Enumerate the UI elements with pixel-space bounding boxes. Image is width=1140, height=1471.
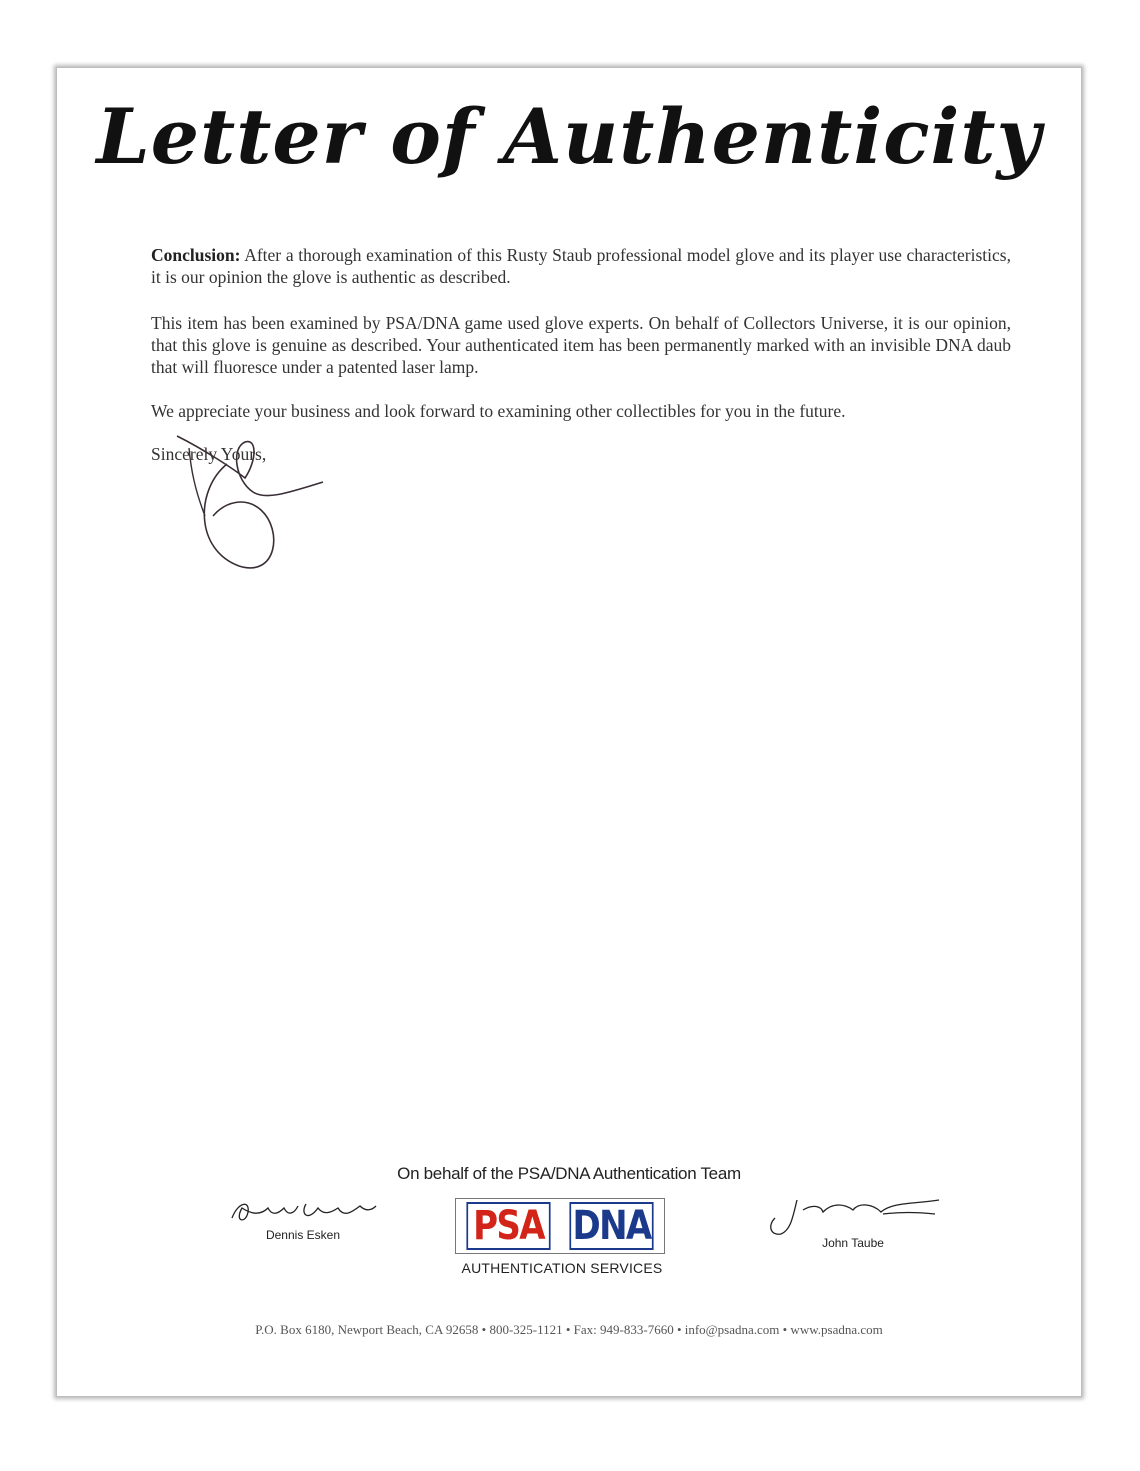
footer-contact: P.O. Box 6180, Newport Beach, CA 92658 • 800-325-1121 • Fax: 949-833-7660 • info@psadna.com • www.psadna.com [255, 1322, 883, 1337]
team-line: On behalf of the PSA/DNA Authentication Team [397, 1164, 741, 1183]
closing-line: Sincerely Yours, [151, 444, 267, 464]
logo-subtitle: AUTHENTICATION SERVICES [461, 1260, 663, 1276]
signer-left [223, 1196, 383, 1242]
handwritten-signature [165, 430, 325, 580]
examination-paragraph: This item has been examined by PSA/DNA game used glove experts. On behalf of Collectors Universe, it is our opinion, that this glove is genuine as described. Your authenticated item has been permanently marked with an invisible DNA daub that will fluoresce under a patented laser lamp. [151, 313, 1011, 377]
signature-right [763, 1196, 943, 1236]
signature-left [228, 1196, 378, 1228]
psa-dna-logo [455, 1198, 669, 1276]
conclusion-paragraph [151, 244, 1011, 288]
letter-sheet [56, 67, 1082, 1397]
signer-right-name: John Taube [822, 1236, 884, 1250]
appreciation-paragraph: We appreciate your business and look forward to examining other collectibles for you in the future. [151, 401, 846, 421]
signer-right [763, 1196, 943, 1250]
conclusion-label: Conclusion: [151, 245, 241, 265]
logo-dna: DNA [569, 1202, 653, 1250]
logo-box [455, 1198, 665, 1254]
letter-title: Letter of Authenticity [96, 92, 1042, 181]
signer-left-name: Dennis Esken [265, 1228, 341, 1242]
logo-psa: PSA [466, 1202, 550, 1250]
conclusion-text: After a thorough examination of this Rusty Staub professional model glove and its player use characteristics, it is our opinion the glove is authentic as described. [151, 245, 1011, 287]
